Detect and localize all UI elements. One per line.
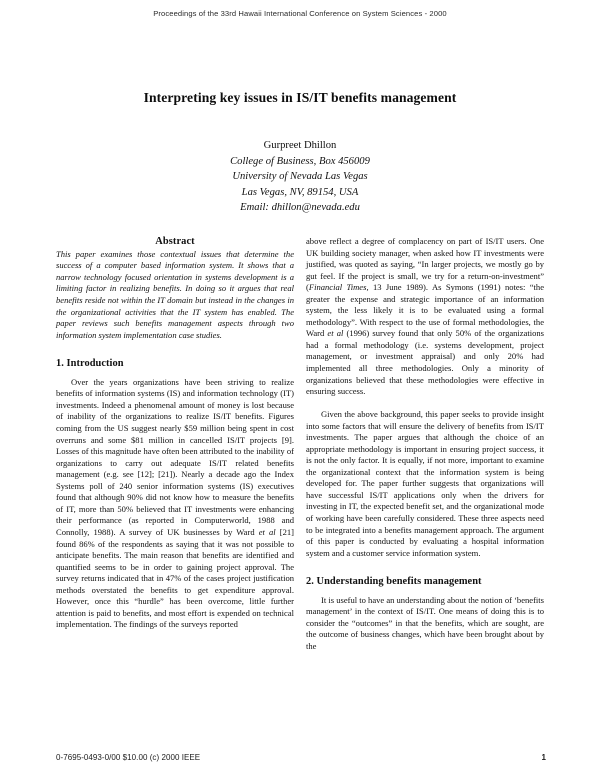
section-heading-introduction: 1. Introduction (56, 358, 124, 370)
running-header: Proceedings of the 33rd Hawaii International Conference on System Sciences - 2000 (153, 9, 447, 18)
section-heading-understanding-benefits-management: 2. Understanding benefits management (306, 576, 482, 588)
intro-para-1-text-b: [21] found 86% of the respondents as saying that it was not possible to anticipate benefits. The main reason that benefits are identified and quantified seems to be in order to gaining project approval. The survey returns indicated that in 47% of the cases project justification methods overstated the benefits to get expenditure approval. However, once this “hurdle” has been overcome, little further attention is paid to benefits, and most effort is expended on technical implementation. The findings of the surveys reported (56, 526, 295, 630)
author-email: Email: dhillon@nevada.edu (240, 202, 360, 214)
introduction-paragraph-1-right (306, 236, 544, 398)
author-affiliation-line-3: Las Vegas, NV, 89154, USA (241, 186, 359, 198)
author-block (48, 138, 552, 216)
author-affiliation-line-1: College of Business, Box 456009 (230, 155, 370, 167)
left-column (56, 236, 294, 631)
introduction-paragraph-1-left (56, 377, 294, 631)
intro-para-1-right-text-c: (1996) survey found that only 50% of the organizations had a formal methodology (i.e. systems development, project management, or investment appraisal) and only 20% had implemented all three methodologies. Only a minority of organizations believed that these methodologies were effective in ensuring success. (306, 328, 545, 397)
author-name: Gurpreet Dhillon (263, 140, 337, 151)
intro-para-1-italic-et-al-2: et al (327, 328, 344, 339)
title-block (48, 90, 552, 106)
right-column (306, 236, 544, 652)
intro-para-1-text-a: Over the years organizations have been striving to realize benefits of information systems (IS) and information technology (IT) investments. Indeed a phenomenal amount of money is lost because of inability of the organizations to realize IS/IT benefits. Figures coming from the US suggest nearly $59 million being spent in cost overruns and some $81 million in cancelled IS/IT projects [9]. Losses of this magnitude have often been attributed to the inability of organizations to carry out adequate IS/IT related benefits management (e.g. see [12]; [21]). Nearly a decade ago the Index Systems poll of 240 senior information systems (IS) executives found that although 90% did not know how to measure the benefits of IT, more than 50% believed that IT investments were enhancing their performance (as reported in Computerworld, 1988 and Connolly, 1988). A survey of UK businesses by Ward (56, 376, 294, 537)
introduction-paragraph-2: Given the above background, this paper seeks to provide insight into some factors that will ensure the delivery of benefits from IS/IT investments. The paper argues that although the choice of an appropriate methodology is important in ensuring project success, it is not the only factor. It is equally, if not more, important to examine the organizational context that the information system is being developed for. The paper further suggests that organizations will have successful IS/IT applications only when the drivers for investing in IT, the expected benefit set, and the organizational mode of working have been carefully considered. These three aspects need to be integrated into a benefits management approach. The argument of this paper is conducted by evaluating a hospital information system and a customer service information system. (306, 409, 544, 558)
page-title: Interpreting key issues in IS/IT benefits management (143, 90, 457, 105)
intro-para-1-right-text-a: above reflect a degree of complacency on part of IS/IT users. One UK building society manager, when asked how IT investments were justified, was quoted as saying, “In larger projects, we mostly go by gut feel. If the project is small, we try for a return-on-investment” ( (306, 236, 544, 293)
intro-para-1-right-text-b: , 13 June 1989). As Symons (1991) notes: “the greater the expense and strategic importance of an information system, the less likely it is to be evaluated using a formal methodology”. With respect to the use of formal methodologies, the Ward (306, 282, 544, 339)
abstract-body: This paper examines those contextual issues that determine the success of a computer based information system. It shows that a narrow technology focused orientation in systems development is a limiting factor in realizing benefits. In doing so it argues that real benefits reside not within the IT domain but instead in the changes in the organizational activities that the IT system has enabled. The paper reviews such benefits management aspects through two information system implementation case studies. (56, 248, 294, 340)
intro-para-1-italic-financial-times: Financial Times (308, 282, 367, 293)
intro-para-1-italic-et-al: et al (258, 526, 276, 537)
understanding-paragraph-1: It is useful to have an understanding about the notion of ‘benefits management’ in the context of IS/IT. One means of doing this is to consider the “outcomes” in that the benefits, which are sought, are the outcome of business changes, which have been brought about by the (306, 594, 544, 651)
abstract-heading: Abstract (155, 236, 195, 247)
footer-copyright: 0-7695-0493-0/00 $10.00 (c) 2000 IEEE (56, 753, 201, 762)
author-affiliation-line-2: University of Nevada Las Vegas (232, 171, 368, 183)
footer-page-number: 1 (541, 753, 546, 762)
page-footer (56, 753, 546, 762)
